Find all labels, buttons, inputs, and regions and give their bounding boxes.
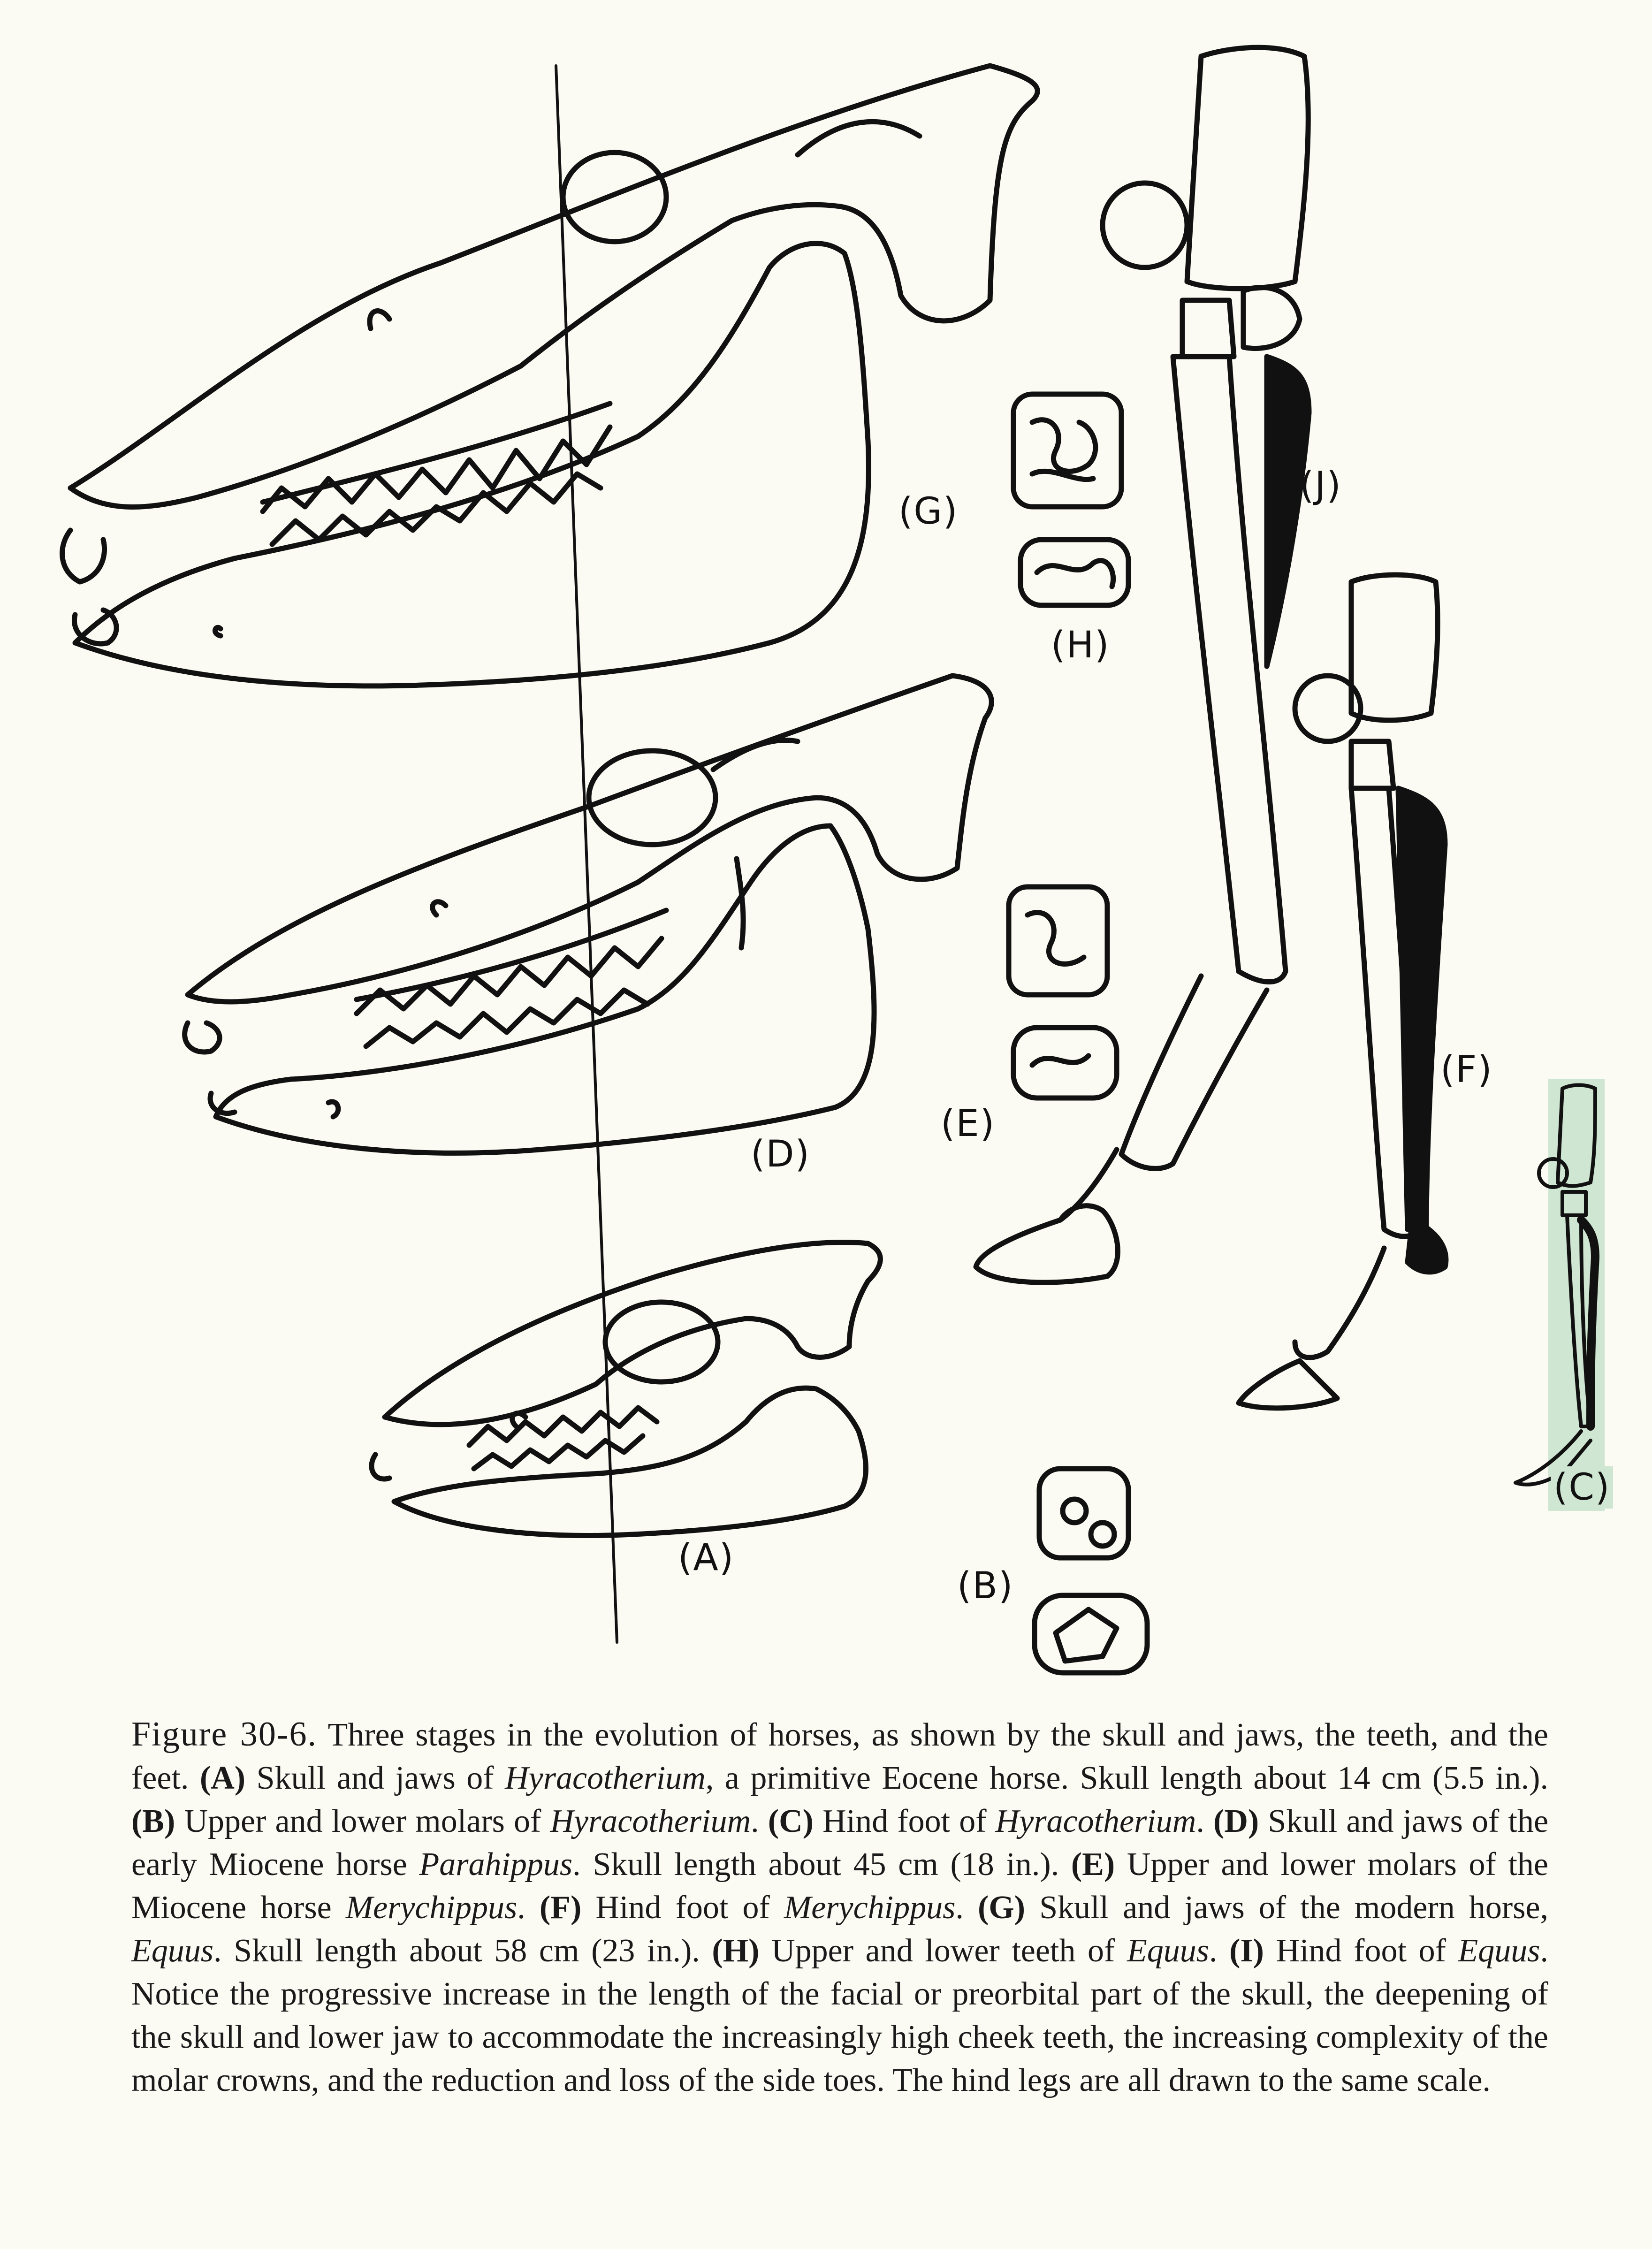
label-j: (J) xyxy=(1300,465,1342,507)
caption-rest-c: . xyxy=(1196,1803,1214,1839)
teeth-hyracotherium-b xyxy=(1035,1469,1147,1673)
figure-number: Figure 30-6. xyxy=(131,1715,318,1753)
label-c: (C) xyxy=(1551,1466,1613,1509)
caption-text-b: Upper and lower molars of xyxy=(175,1803,550,1839)
caption-key-g: (G) xyxy=(978,1890,1026,1926)
caption-text-f: Hind foot of xyxy=(581,1890,784,1926)
caption-genus-i: Equus xyxy=(1458,1933,1540,1969)
caption-text-e: Upper and lower molars of the Miocene horse xyxy=(131,1846,1548,1926)
caption-genus-a: Hyracotherium xyxy=(505,1760,706,1796)
caption-text-h: Upper and lower teeth of xyxy=(759,1933,1127,1969)
caption-genus-g: Equus xyxy=(131,1933,213,1969)
caption-genus-h: Equus xyxy=(1127,1933,1209,1969)
label-d: (D) xyxy=(751,1133,810,1175)
caption-key-h: (H) xyxy=(712,1933,760,1969)
label-f: (F) xyxy=(1440,1049,1493,1091)
teeth-merychippus-e xyxy=(1009,887,1117,1098)
figure-caption xyxy=(131,1713,1548,2102)
caption-key-b: (B) xyxy=(131,1803,175,1839)
caption-key-f: (F) xyxy=(539,1890,582,1926)
skull-hyracotherium-a xyxy=(372,1243,880,1536)
caption-key-e: (E) xyxy=(1071,1846,1115,1883)
caption-text-d: Skull and jaws of the early Miocene horse xyxy=(131,1803,1549,1883)
caption-rest-i: . Notice the progressive increase in the length of the facial or preorbital part of the skull, the deepening of the skull and lower jaw to accommodate the increasingly high cheek teeth, the increasing complexity of the molar crowns, and the reduction and loss of the side toes. The hind legs are all drawn to the same scale. xyxy=(131,1933,1548,2098)
caption-genus-f: Merychippus xyxy=(784,1890,956,1926)
caption-rest-g: . Skull length about 58 cm (23 in.). xyxy=(213,1933,712,1969)
label-h: (H) xyxy=(1051,624,1110,666)
caption-rest-a: , a primitive Eocene horse. Skull length about 14 cm (5.5 in.). xyxy=(705,1760,1548,1796)
caption-rest-f: . xyxy=(955,1890,978,1926)
hind-foot-merychippus-f xyxy=(1239,575,1446,1408)
caption-key-c: (C) xyxy=(768,1803,814,1839)
caption-text-a: Skull and jaws of xyxy=(245,1760,505,1796)
caption-text-g: Skull and jaws of the modern horse, xyxy=(1025,1890,1549,1926)
caption-genus-e: Merychippus xyxy=(345,1890,518,1926)
label-g: (G) xyxy=(898,490,959,533)
caption-rest-b: . xyxy=(751,1803,768,1839)
label-e: (E) xyxy=(941,1103,996,1145)
caption-genus-b: Hyracotherium xyxy=(550,1803,751,1839)
caption-text-c: Hind foot of xyxy=(813,1803,996,1839)
caption-text-i: Hind foot of xyxy=(1264,1933,1458,1969)
label-a: (A) xyxy=(678,1537,735,1579)
label-b: (B) xyxy=(957,1565,1014,1607)
teeth-equus-h xyxy=(1013,394,1128,605)
caption-genus-d: Parahippus xyxy=(419,1846,573,1883)
caption-genus-c: Hyracotherium xyxy=(995,1803,1196,1839)
caption-rest-d: . Skull length about 45 cm (18 in.). xyxy=(572,1846,1071,1883)
caption-key-a: (A) xyxy=(199,1760,246,1796)
caption-key-i: (I) xyxy=(1229,1933,1264,1969)
caption-rest-e: . xyxy=(517,1890,540,1926)
caption-intro: Three stages in the evolution of horses, as shown by the skull and jaws, the teeth, and the feet. xyxy=(131,1717,1548,1796)
caption-rest-h: . xyxy=(1209,1933,1230,1969)
caption-key-d: (D) xyxy=(1213,1803,1259,1839)
skull-equus-g xyxy=(62,66,1038,686)
